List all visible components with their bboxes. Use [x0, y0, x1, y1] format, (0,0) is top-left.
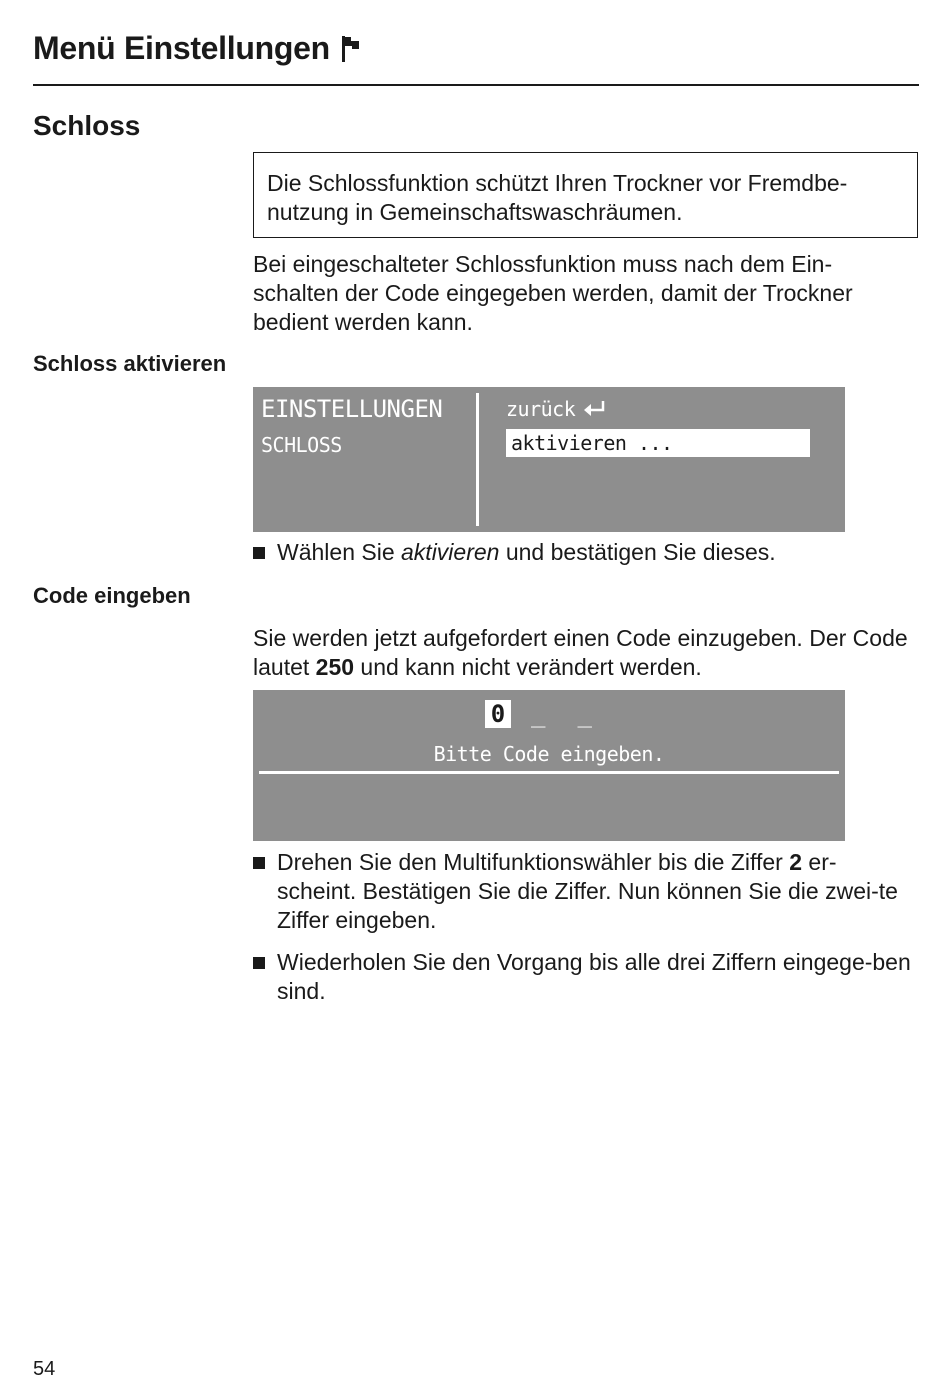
- display-rule: [259, 771, 839, 774]
- display-back-option: [506, 397, 607, 421]
- code-digit-placeholder: _: [531, 700, 546, 728]
- bullet-square-icon: [253, 857, 265, 869]
- label-activate-lock: Schloss aktivieren: [33, 351, 227, 376]
- code-intro-after: und kann nicht verändert werden.: [354, 654, 702, 680]
- bullet-text-before: Drehen Sie den Multifunktionswähler bis die Ziffer: [277, 849, 790, 875]
- bullet-square-icon: [253, 547, 265, 559]
- display-settings-lock: [253, 387, 845, 532]
- flag-icon: [340, 34, 362, 64]
- bullet-square-icon: [253, 957, 265, 969]
- page-title-text: Menü Einstellungen: [33, 30, 330, 66]
- bullet-digit: 2: [789, 849, 803, 875]
- bullet-text-after: und bestätigen Sie dieses.: [499, 539, 776, 565]
- display-back-label: zurück: [506, 397, 576, 421]
- code-digits: [485, 700, 592, 728]
- display-menu-subtitle: SCHLOSS: [261, 433, 342, 457]
- code-digit-current: 0: [485, 700, 511, 728]
- bullet-text-after: er-scheint. Bestätigen Sie die Ziffer. Nun können Sie die zwei-te Ziffer eingeben.: [277, 849, 898, 933]
- bullet-turn-selector: [253, 848, 913, 935]
- note-box: Die Schlossfunktion schützt Ihren Trockner vor Fremdbe-nutzung in Gemeinschaftswaschräumen.: [253, 152, 918, 238]
- page-title: [33, 30, 362, 67]
- code-prompt: Bitte Code eingeben.: [433, 742, 665, 766]
- bullet-text: Wiederholen Sie den Vorgang bis alle drei Ziffern eingege-ben sind.: [277, 949, 911, 1004]
- section-title: Schloss: [33, 110, 141, 141]
- code-paragraph: [253, 624, 913, 682]
- code-digit-placeholder: _: [577, 700, 592, 728]
- code-value: 250: [315, 654, 355, 680]
- display-divider: [476, 393, 479, 526]
- return-arrow-icon: [581, 398, 607, 420]
- title-divider: [33, 84, 919, 86]
- display-menu-title: EINSTELLUNGEN: [261, 395, 443, 423]
- code-intro-before: Sie werden jetzt aufgefordert einen Code einzugeben. Der Code lautet: [253, 625, 908, 680]
- bullet-text: [277, 848, 913, 935]
- display-selected-option: aktivieren ...: [506, 429, 810, 457]
- bullet-repeat: [253, 948, 913, 1006]
- bullet-text-before: Wählen Sie: [277, 539, 402, 565]
- display-code-entry: [253, 690, 845, 841]
- bullet-select-activate: [253, 538, 913, 567]
- bullet-emphasis: aktivieren: [401, 539, 500, 565]
- intro-paragraph: Bei eingeschalteter Schlossfunktion muss nach dem Ein-schalten der Code eingegeben werden, damit der Trockner bedient werden kann.: [253, 251, 853, 335]
- page-number: 54: [33, 1358, 56, 1380]
- label-enter-code: Code eingeben: [33, 583, 191, 608]
- bullet-text: [277, 538, 776, 567]
